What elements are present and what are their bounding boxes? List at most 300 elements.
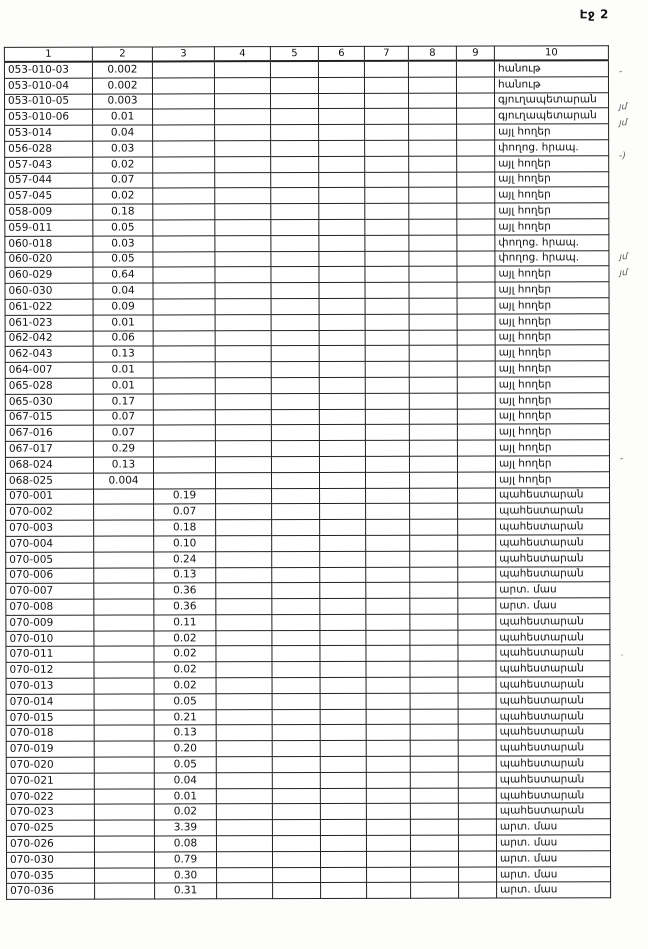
table-cell	[272, 662, 320, 678]
table-cell	[410, 630, 458, 646]
table-cell: 0.20	[154, 741, 216, 757]
table-cell	[94, 615, 154, 631]
table-row	[6, 582, 610, 599]
table-row	[5, 471, 609, 488]
column-header: 8	[408, 46, 456, 61]
table-row	[5, 298, 609, 315]
table-cell	[216, 772, 272, 788]
table-row	[7, 866, 611, 883]
table-cell	[409, 219, 457, 235]
table-cell: 065-028	[5, 378, 93, 394]
table-cell	[271, 409, 319, 425]
table-cell: 0.07	[93, 173, 153, 189]
table-cell	[410, 740, 458, 756]
table-cell: 0.07	[154, 504, 216, 520]
table-cell	[153, 425, 215, 441]
table-cell	[410, 725, 458, 741]
table-cell	[215, 93, 271, 109]
table-cell	[320, 677, 366, 693]
table-cell	[365, 361, 409, 377]
table-cell	[153, 204, 215, 220]
table-cell: 0.29	[93, 441, 153, 457]
table-cell: 0.10	[154, 536, 216, 552]
table-cell	[409, 409, 457, 425]
table-cell: այլ հողեր	[495, 266, 609, 282]
table-cell	[319, 346, 365, 362]
table-cell: 0.13	[93, 457, 153, 473]
table-cell	[409, 456, 457, 472]
table-cell	[365, 409, 409, 425]
handwritten-margin-mark: յմ	[619, 252, 628, 263]
table-cell	[366, 519, 410, 535]
table-cell: այլ հողեր	[495, 156, 609, 172]
table-cell	[458, 693, 496, 709]
table-cell	[458, 598, 496, 614]
table-cell	[366, 630, 410, 646]
table-cell	[319, 314, 365, 330]
table-cell	[215, 314, 271, 330]
table-cell: պահեստարան	[496, 487, 610, 503]
table-cell: 053-010-06	[5, 109, 93, 125]
table-cell	[153, 220, 215, 236]
table-cell	[153, 330, 215, 346]
table-cell: պահեստարան	[496, 535, 610, 551]
table-cell	[321, 867, 367, 883]
table-row	[6, 803, 610, 820]
table-cell	[216, 804, 272, 820]
table-cell	[319, 235, 365, 251]
table-cell: 064-007	[5, 362, 93, 378]
table-cell	[153, 409, 215, 425]
table-row	[6, 550, 610, 567]
table-cell	[366, 804, 410, 820]
table-cell	[272, 488, 320, 504]
table-cell	[320, 598, 366, 614]
table-cell	[366, 583, 410, 599]
table-cell	[457, 156, 495, 172]
table-cell	[271, 109, 319, 125]
table-cell	[410, 614, 458, 630]
table-cell: պահեստարան	[496, 756, 610, 772]
table-cell	[272, 788, 320, 804]
table-cell	[271, 251, 319, 267]
table-cell	[153, 93, 215, 109]
table-cell	[215, 172, 271, 188]
table-cell: պահեստարան	[496, 708, 610, 724]
table-cell	[215, 393, 271, 409]
table-cell	[320, 741, 366, 757]
table-cell	[216, 488, 272, 504]
table-cell: 0.02	[93, 188, 153, 204]
table-cell: պահեստարան	[496, 740, 610, 756]
table-cell	[410, 804, 458, 820]
table-cell: արտ. մաս	[497, 882, 611, 898]
table-cell: 0.09	[93, 299, 153, 315]
table-cell	[458, 630, 496, 646]
table-cell	[94, 599, 154, 615]
table-cell: արտ. մաս	[496, 582, 610, 598]
table-cell	[153, 473, 215, 489]
table-row	[5, 171, 609, 188]
table-cell: այլ հողեր	[495, 171, 609, 187]
table-cell	[216, 741, 272, 757]
table-cell	[215, 457, 271, 473]
table-body	[4, 60, 610, 899]
table-cell: 070-019	[6, 741, 94, 757]
table-cell	[320, 835, 366, 851]
table-cell	[408, 77, 456, 93]
table-cell: այլ հողեր	[495, 361, 609, 377]
table-cell	[319, 393, 365, 409]
table-row	[4, 60, 608, 78]
table-cell	[272, 709, 320, 725]
table-cell	[458, 535, 496, 551]
table-cell	[410, 519, 458, 535]
table-row	[6, 487, 610, 504]
table-cell	[271, 330, 319, 346]
table-cell	[409, 267, 457, 283]
table-cell	[271, 156, 319, 172]
table-cell	[271, 298, 319, 314]
table-cell: 068-024	[5, 457, 93, 473]
table-cell	[272, 599, 320, 615]
table-cell: պահեստարան	[496, 550, 610, 566]
table-cell	[215, 204, 271, 220]
table-cell: 060-030	[5, 283, 93, 299]
table-cell: այլ հողեր	[495, 440, 609, 456]
table-cell	[410, 535, 458, 551]
table-cell	[153, 267, 215, 283]
table-cell	[457, 219, 495, 235]
table-cell: 0.01	[93, 315, 153, 331]
table-cell	[458, 551, 496, 567]
table-cell	[271, 425, 319, 441]
table-cell	[94, 631, 154, 647]
table-cell	[153, 109, 215, 125]
table-cell	[94, 789, 154, 805]
table-cell: 0.19	[154, 488, 216, 504]
table-cell: 070-036	[7, 884, 95, 900]
handwritten-margin-mark: -	[619, 454, 624, 465]
table-cell: 0.05	[154, 694, 216, 710]
table-cell	[410, 788, 458, 804]
table-cell	[272, 583, 320, 599]
table-cell	[366, 851, 410, 867]
table-cell	[366, 820, 410, 836]
table-cell: գյուղապետարան	[495, 92, 609, 108]
table-cell	[410, 567, 458, 583]
table-cell: 0.31	[155, 883, 217, 899]
table-cell	[408, 61, 456, 77]
table-cell	[319, 93, 365, 109]
table-cell: 0.01	[93, 378, 153, 394]
table-cell	[215, 346, 271, 362]
table-cell	[409, 251, 457, 267]
table-cell: պահեստարան	[496, 803, 610, 819]
table-row	[4, 77, 608, 94]
table-cell	[457, 393, 495, 409]
table-cell	[94, 773, 154, 789]
table-cell	[271, 267, 319, 283]
table-cell	[272, 535, 320, 551]
table-cell	[271, 235, 319, 251]
table-cell	[271, 346, 319, 362]
table-cell	[320, 504, 366, 520]
table-cell	[364, 61, 408, 77]
table-cell	[94, 804, 154, 820]
table-row	[6, 756, 610, 773]
table-row	[5, 456, 609, 473]
table-cell: 060-029	[5, 267, 93, 283]
table-cell	[366, 567, 410, 583]
table-cell	[320, 788, 366, 804]
table-cell	[153, 188, 215, 204]
table-cell	[458, 567, 496, 583]
header-row	[4, 46, 608, 62]
table-cell	[365, 472, 409, 488]
table-cell: 061-022	[5, 299, 93, 315]
table-cell	[94, 757, 154, 773]
table-cell	[365, 393, 409, 409]
table-cell: այլ հողեր	[495, 124, 609, 140]
table-cell: 056-028	[5, 141, 93, 157]
table-cell	[153, 378, 215, 394]
table-cell	[320, 488, 366, 504]
table-cell	[365, 203, 409, 219]
table-cell	[457, 266, 495, 282]
table-cell: պահեստարան	[496, 629, 610, 645]
table-cell: 070-030	[6, 852, 94, 868]
table-cell	[271, 314, 319, 330]
table-cell	[153, 157, 215, 173]
table-cell	[272, 851, 320, 867]
table-row	[5, 156, 609, 173]
table-cell	[457, 172, 495, 188]
table-cell: 070-026	[6, 836, 94, 852]
handwritten-margin-mark: -	[618, 67, 623, 78]
table-cell	[365, 377, 409, 393]
table-cell	[319, 109, 365, 125]
table-cell	[319, 267, 365, 283]
table-cell: 070-014	[6, 694, 94, 710]
table-cell: 070-013	[6, 678, 94, 694]
table-cell	[271, 125, 319, 141]
table-cell	[366, 835, 410, 851]
handwritten-margin-mark: յմ	[619, 118, 628, 129]
table-row	[5, 361, 609, 378]
table-row	[5, 124, 609, 141]
table-cell	[365, 251, 409, 267]
table-cell: 0.004	[93, 473, 153, 489]
table-cell	[95, 883, 155, 899]
table-cell: 070-004	[6, 536, 94, 552]
table-cell: 0.17	[93, 394, 153, 410]
page-number-label: Էջ 2	[579, 7, 609, 22]
table-cell	[409, 235, 457, 251]
table-cell	[365, 140, 409, 156]
table-cell: 0.79	[154, 852, 216, 868]
table-cell	[94, 678, 154, 694]
table-cell	[409, 472, 457, 488]
table-cell	[153, 172, 215, 188]
table-row	[5, 140, 609, 157]
table-cell	[458, 661, 496, 677]
table-cell: 070-020	[6, 757, 94, 773]
table-cell	[94, 820, 154, 836]
table-cell	[94, 662, 154, 678]
table-cell	[365, 346, 409, 362]
table-cell: 070-023	[6, 805, 94, 821]
table-cell: 0.03	[93, 141, 153, 157]
table-cell: 0.02	[154, 646, 216, 662]
table-cell	[365, 235, 409, 251]
table-cell	[409, 156, 457, 172]
table-cell: 0.07	[93, 425, 153, 441]
table-cell	[366, 535, 410, 551]
table-cell	[321, 883, 367, 899]
table-cell	[94, 488, 154, 504]
table-cell	[365, 330, 409, 346]
table-row	[6, 598, 610, 615]
table-cell	[458, 503, 496, 519]
table-cell: պահեստարան	[496, 503, 610, 519]
table-cell	[458, 756, 496, 772]
table-cell	[409, 424, 457, 440]
table-row	[5, 440, 609, 457]
table-cell	[365, 172, 409, 188]
column-header: 2	[92, 47, 152, 62]
table-cell	[319, 409, 365, 425]
table-cell	[320, 583, 366, 599]
column-header: 9	[456, 46, 494, 61]
table-cell	[458, 582, 496, 598]
table-cell	[215, 220, 271, 236]
table-cell	[409, 330, 457, 346]
table-cell	[272, 630, 320, 646]
table-row	[6, 535, 610, 552]
table-cell: հանութ	[494, 77, 608, 93]
table-cell: 070-009	[6, 615, 94, 631]
table-cell	[410, 756, 458, 772]
table-row	[5, 235, 609, 252]
table-cell: 057-045	[5, 188, 93, 204]
table-cell: 070-035	[7, 868, 95, 884]
table-cell: այլ հողեր	[495, 219, 609, 235]
table-cell	[153, 457, 215, 473]
table-cell: 057-044	[5, 173, 93, 189]
table-cell	[410, 582, 458, 598]
table-cell	[410, 709, 458, 725]
table-cell	[410, 488, 458, 504]
table-cell	[409, 440, 457, 456]
table-cell	[410, 677, 458, 693]
table-cell	[320, 804, 366, 820]
table-cell	[320, 646, 366, 662]
table-cell	[457, 93, 495, 109]
table-cell	[319, 140, 365, 156]
table-cell	[153, 299, 215, 315]
table-cell	[271, 283, 319, 299]
table-row	[5, 250, 609, 267]
table-cell	[458, 677, 496, 693]
table-cell	[272, 757, 320, 773]
table-cell	[366, 693, 410, 709]
table-cell	[320, 551, 366, 567]
table-cell: հանութ	[494, 60, 608, 77]
table-cell	[367, 867, 411, 883]
table-cell	[458, 488, 496, 504]
table-cell: պահեստարան	[496, 677, 610, 693]
table-cell	[410, 693, 458, 709]
table-row	[6, 835, 610, 852]
table-cell	[366, 646, 410, 662]
table-row	[5, 266, 609, 283]
table-cell	[153, 236, 215, 252]
table-cell	[216, 851, 272, 867]
table-cell: 062-043	[5, 346, 93, 362]
table-cell: պահեստարան	[496, 724, 610, 740]
table-cell	[319, 298, 365, 314]
table-cell: 070-001	[6, 489, 94, 505]
table-cell	[365, 298, 409, 314]
table-cell	[319, 330, 365, 346]
table-row	[7, 882, 611, 899]
table-cell	[271, 472, 319, 488]
table-cell: արտ. մաս	[496, 819, 610, 835]
table-cell	[153, 125, 215, 141]
table-cell: պահեստարան	[496, 566, 610, 582]
table-cell: 070-008	[6, 599, 94, 615]
table-cell: 059-011	[5, 220, 93, 236]
table-cell	[457, 314, 495, 330]
table-cell: 058-009	[5, 204, 93, 220]
table-cell	[457, 377, 495, 393]
table-cell	[365, 425, 409, 441]
table-cell	[457, 361, 495, 377]
table-cell	[319, 425, 365, 441]
table-cell: 070-007	[6, 583, 94, 599]
table-cell	[320, 756, 366, 772]
table-cell	[216, 709, 272, 725]
table-cell: 068-025	[5, 473, 93, 489]
table-cell	[365, 456, 409, 472]
table-cell: 0.13	[154, 567, 216, 583]
table-cell	[94, 741, 154, 757]
table-cell	[410, 819, 458, 835]
table-cell	[320, 725, 366, 741]
table-cell	[366, 614, 410, 630]
column-header: 4	[214, 47, 270, 62]
table-row	[6, 645, 610, 662]
table-cell	[153, 441, 215, 457]
table-cell	[272, 725, 320, 741]
table-cell: 0.04	[154, 773, 216, 789]
table-cell: 070-003	[6, 520, 94, 536]
table-cell: 067-017	[5, 441, 93, 457]
table-cell	[458, 614, 496, 630]
table-cell	[320, 567, 366, 583]
table-cell	[271, 377, 319, 393]
table-cell	[320, 709, 366, 725]
table-cell	[215, 125, 271, 141]
table-cell: 0.04	[93, 283, 153, 299]
table-cell	[271, 172, 319, 188]
table-cell: 070-005	[6, 552, 94, 568]
table-cell	[410, 835, 458, 851]
table-cell	[366, 788, 410, 804]
table-row	[6, 772, 610, 789]
table-cell	[409, 314, 457, 330]
